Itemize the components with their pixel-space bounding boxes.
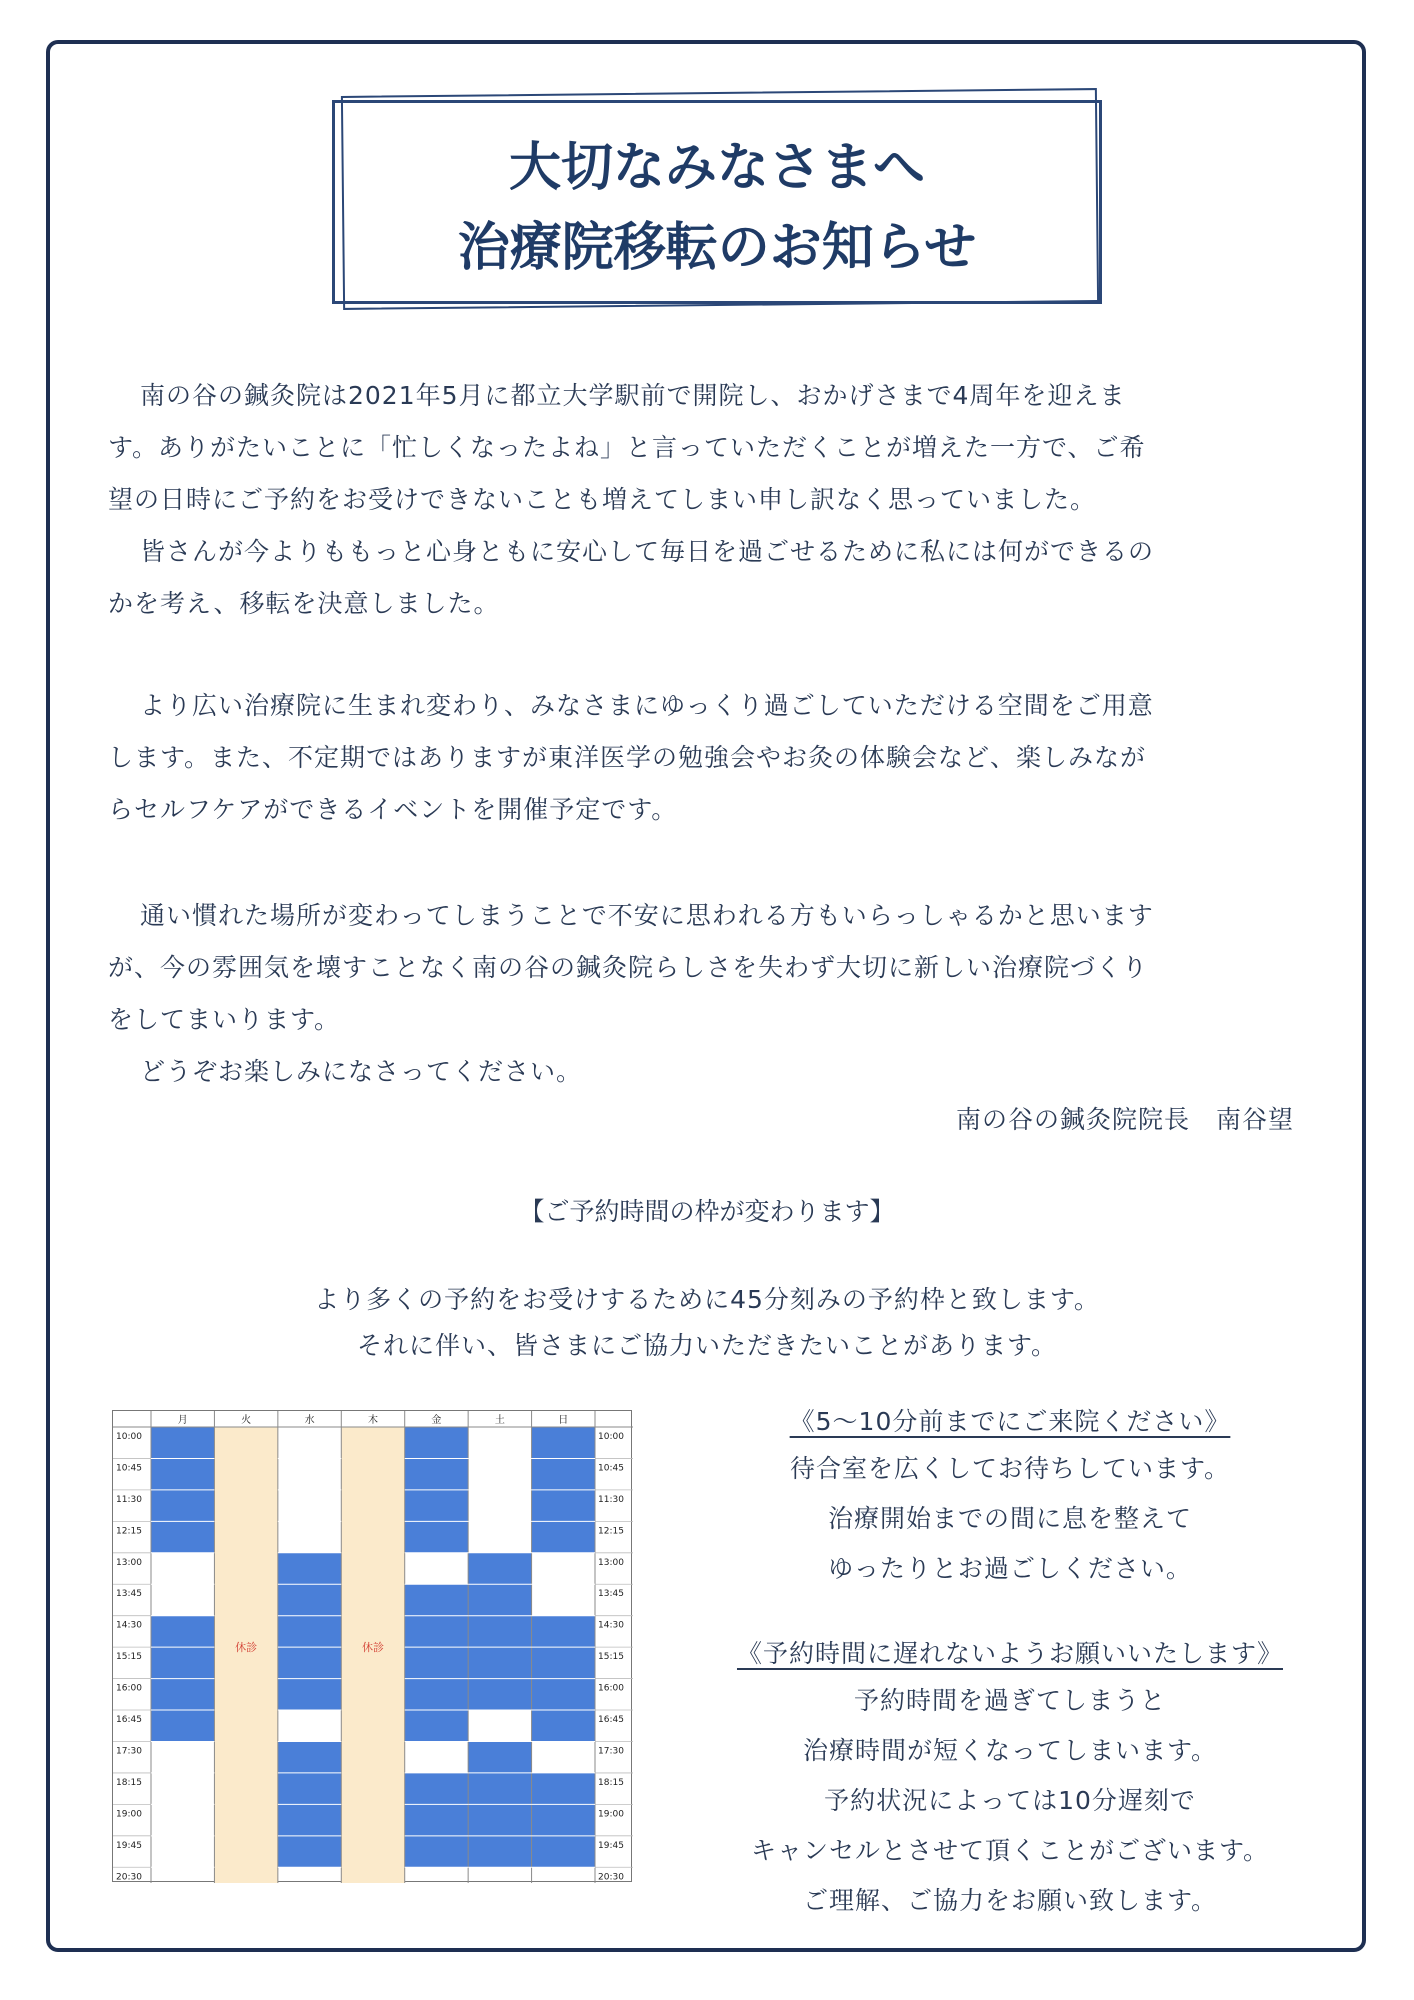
open-slot — [151, 1616, 214, 1647]
open-slot — [468, 1773, 531, 1804]
closed-day-column — [214, 1427, 277, 1883]
open-slot — [405, 1773, 468, 1804]
text-line: します。また、不定期ではありますが東洋医学の勉強会やお灸の体験会など、楽しみなが — [108, 743, 1147, 772]
notice-line: 治療開始までの間に息を整えて — [827, 1504, 1192, 1533]
notice-line: 待合室を広くしてお待ちしています。 — [789, 1454, 1230, 1483]
open-slot — [468, 1804, 531, 1835]
open-slot — [151, 1490, 214, 1521]
open-slot — [405, 1647, 468, 1678]
open-slot — [405, 1584, 468, 1615]
open-slot — [532, 1490, 595, 1521]
time-label: 10:45 — [116, 1463, 142, 1474]
open-slot — [532, 1710, 595, 1741]
notice-no-late — [690, 1632, 1330, 1926]
text-line: どうぞお楽しみになさってください。 — [140, 1057, 583, 1086]
open-slot — [532, 1679, 595, 1710]
open-slot — [405, 1804, 468, 1835]
schedule-table — [112, 1410, 632, 1882]
text-line: が、今の雰囲気を壊すことなく南の谷の鍼灸院らしさを失わず大切に新しい治療院づくり — [108, 953, 1149, 982]
time-label: 13:45 — [116, 1589, 142, 1600]
time-label: 12:15 — [598, 1526, 624, 1537]
title-line-1: 大切なみなさまへ — [508, 138, 925, 198]
day-header: 月 — [177, 1415, 188, 1426]
open-slot — [468, 1584, 531, 1615]
open-slot — [278, 1584, 341, 1615]
text-line: より広い治療院に生まれ変わり、みなさまにゆっくり過ごしていただける空間をご用意 — [140, 691, 1154, 720]
notice-line: 治療時間が短くなってしまいます。 — [802, 1736, 1217, 1765]
paragraph-1 — [108, 370, 1308, 630]
open-slot — [151, 1679, 214, 1710]
notice-line: ご理解、ご協力をお願い致します。 — [802, 1886, 1217, 1915]
open-slot — [405, 1458, 468, 1489]
open-slot — [468, 1616, 531, 1647]
text-line: かを考え、移転を決意しました。 — [108, 589, 500, 618]
time-label: 19:00 — [598, 1809, 624, 1820]
open-slot — [405, 1427, 468, 1458]
open-slot — [468, 1679, 531, 1710]
open-slot — [278, 1836, 341, 1867]
open-slot — [532, 1616, 595, 1647]
notice-heading: 《5〜10分前までにご来院ください》 — [789, 1407, 1231, 1436]
time-label: 19:00 — [116, 1809, 142, 1820]
open-slot — [151, 1647, 214, 1678]
text-line: 通い慣れた場所が変わってしまうことで不安に思われる方もいらっしゃるかと思います — [140, 901, 1154, 930]
open-slot — [532, 1427, 595, 1458]
time-label: 12:15 — [116, 1526, 142, 1537]
open-slot — [278, 1647, 341, 1678]
open-slot — [532, 1804, 595, 1835]
notice-heading: 《予約時間に遅れないようお願いいたします》 — [736, 1639, 1283, 1668]
open-slot — [532, 1773, 595, 1804]
text-line: す。ありがたいことに「忙しくなったよね」と言っていただくことが増えた一方で、ご希 — [108, 433, 1146, 462]
time-label: 16:00 — [116, 1683, 142, 1694]
day-header: 土 — [494, 1415, 505, 1426]
paragraph-2 — [108, 680, 1308, 836]
open-slot — [278, 1773, 341, 1804]
notice-line: キャンセルとさせて頂くことがございます。 — [750, 1836, 1269, 1865]
time-label: 19:45 — [116, 1840, 142, 1851]
open-slot — [468, 1836, 531, 1867]
title-line-2: 治療院移転のお知らせ — [457, 218, 977, 278]
time-label: 13:00 — [116, 1557, 142, 1568]
time-label: 15:15 — [116, 1652, 142, 1663]
open-slot — [405, 1521, 468, 1552]
text-line: 皆さんが今よりももっと心身ともに安心して毎日を過ごせるために私には何ができるの — [140, 537, 1155, 566]
time-label: 17:30 — [598, 1746, 624, 1757]
day-header: 金 — [431, 1415, 442, 1426]
open-slot — [405, 1679, 468, 1710]
section-line-2: それに伴い、皆さまにご協力いただきたいことがあります。 — [356, 1331, 1057, 1360]
time-label: 16:45 — [116, 1715, 142, 1726]
notice-line: ゆったりとお過ごしください。 — [828, 1554, 1192, 1583]
time-label: 13:00 — [598, 1557, 624, 1568]
time-label: 16:45 — [598, 1715, 624, 1726]
closed-label: 休診 — [362, 1641, 384, 1655]
open-slot — [405, 1616, 468, 1647]
section-line-1: より多くの予約をお受けするために45分刻みの予約枠と致します。 — [314, 1285, 1100, 1314]
day-header: 火 — [241, 1415, 252, 1426]
text-line: 望の日時にご予約をお受けできないことも増えてしまい申し訳なく思っていました。 — [108, 485, 1097, 514]
open-slot — [468, 1741, 531, 1772]
day-header: 木 — [368, 1415, 378, 1426]
time-label: 18:15 — [598, 1777, 624, 1788]
time-label: 18:15 — [116, 1777, 142, 1788]
time-label: 17:30 — [116, 1746, 142, 1757]
notice-line: 予約時間を過ぎてしまうと — [853, 1686, 1166, 1715]
open-slot — [278, 1553, 341, 1584]
open-slot — [405, 1836, 468, 1867]
open-slot — [532, 1458, 595, 1489]
time-label: 10:00 — [598, 1432, 624, 1442]
open-slot — [468, 1647, 531, 1678]
open-slot — [151, 1521, 214, 1552]
open-slot — [405, 1710, 468, 1741]
open-slot — [278, 1679, 341, 1710]
day-header: 日 — [558, 1415, 569, 1426]
section-title: 【ご予約時間の枠が変わります】 — [519, 1197, 895, 1226]
open-slot — [532, 1521, 595, 1552]
time-label: 10:00 — [116, 1432, 142, 1442]
open-slot — [468, 1553, 531, 1584]
open-slot — [532, 1647, 595, 1678]
open-slot — [278, 1804, 341, 1835]
open-slot — [151, 1458, 214, 1489]
time-label: 16:00 — [598, 1683, 624, 1694]
time-label: 20:30 — [598, 1872, 624, 1883]
text-line: をしてまいります。 — [108, 1005, 341, 1034]
open-slot — [278, 1741, 341, 1772]
time-label: 13:45 — [598, 1589, 624, 1600]
closed-label: 休診 — [235, 1641, 258, 1655]
time-label: 14:30 — [116, 1620, 142, 1631]
time-label: 11:30 — [598, 1494, 624, 1505]
notice-early-arrival — [690, 1400, 1330, 1594]
time-label: 15:15 — [598, 1652, 624, 1663]
signature: 南の谷の鍼灸院院長 南谷望 — [955, 1105, 1294, 1134]
open-slot — [278, 1616, 341, 1647]
time-label: 14:30 — [598, 1620, 624, 1631]
paragraph-3 — [108, 890, 1308, 1098]
open-slot — [405, 1490, 468, 1521]
text-line: らセルフケアができるイベントを開催予定です。 — [108, 795, 678, 824]
open-slot — [532, 1836, 595, 1867]
notice-line: 予約状況によっては10分遅刻で — [824, 1786, 1196, 1815]
time-label: 20:30 — [116, 1872, 142, 1883]
time-label: 10:45 — [598, 1463, 624, 1474]
open-slot — [151, 1427, 214, 1458]
time-label: 19:45 — [598, 1840, 624, 1851]
closed-day-column — [341, 1427, 404, 1883]
time-label: 11:30 — [116, 1494, 142, 1505]
text-line: 南の谷の鍼灸院は2021年5月に都立大学駅前で開院し、おかげさまで4周年を迎えま — [140, 381, 1126, 410]
schedule-grid — [113, 1411, 633, 1883]
day-header: 水 — [304, 1415, 315, 1426]
open-slot — [151, 1710, 214, 1741]
